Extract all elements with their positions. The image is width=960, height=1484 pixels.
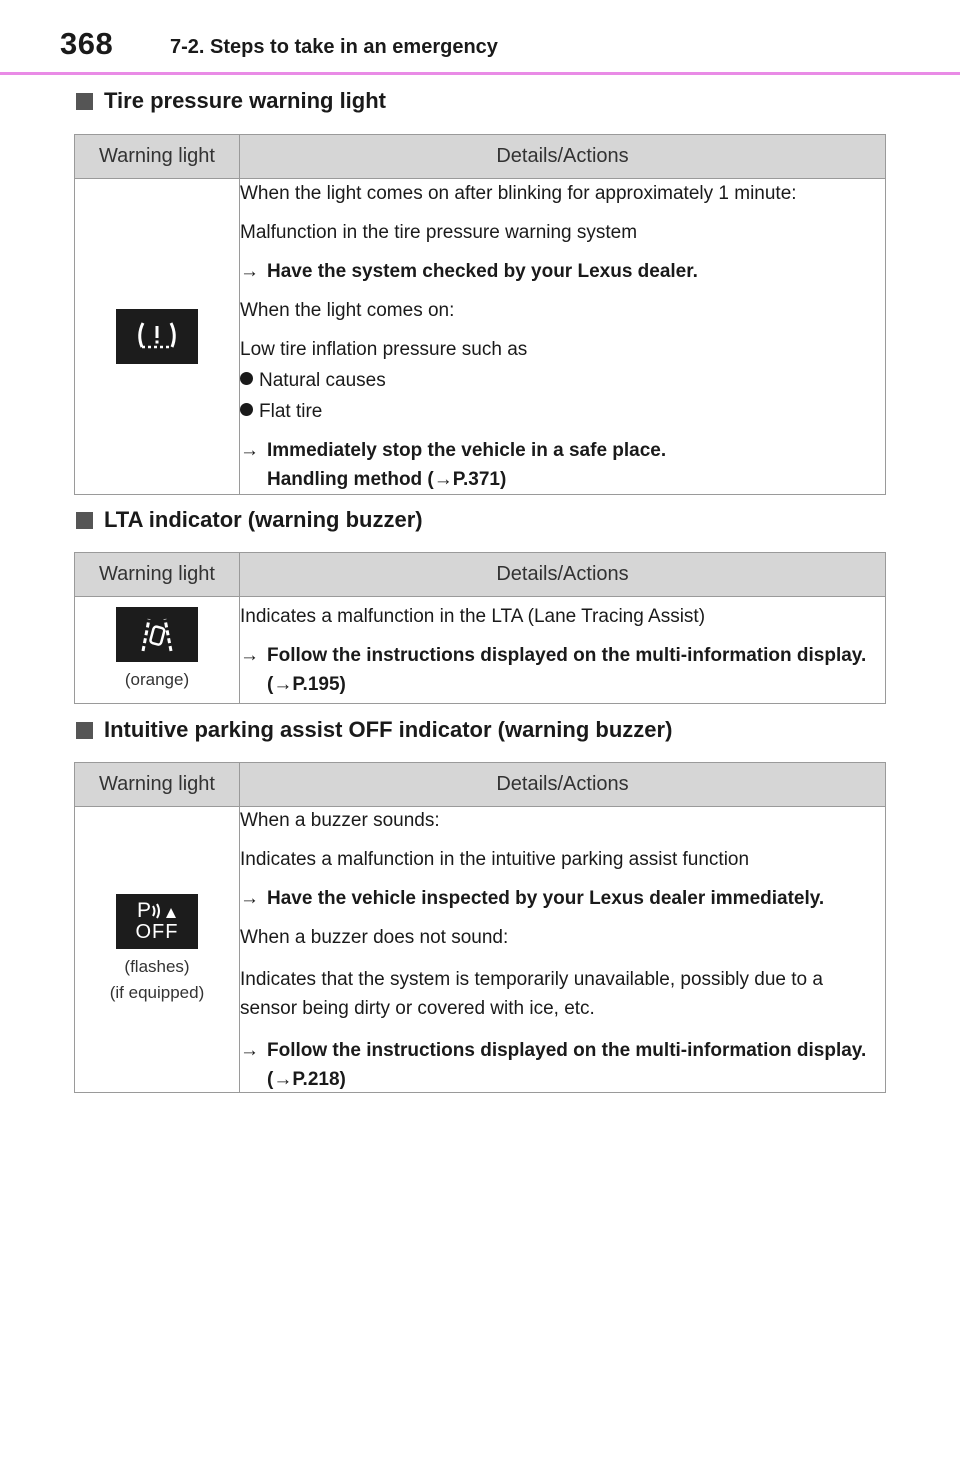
column-header-details: Details/Actions	[240, 553, 886, 597]
column-header-warning-light: Warning light	[75, 135, 240, 179]
details-lta: Indicates a malfunction in the LTA (Lane Tracing Assist) → Follow the instructions displayed on the multi-information display. (→P.195)	[240, 597, 886, 704]
icon-note: (if equipped)	[109, 982, 205, 1002]
arrow-icon: →	[240, 644, 259, 666]
section-square-icon	[76, 722, 93, 739]
header-rule	[0, 72, 960, 75]
arrow-icon: →	[240, 887, 259, 909]
arrow-icon: →	[273, 673, 293, 695]
page-header	[0, 0, 960, 76]
parking-assist-off-icon: P OFF	[116, 894, 198, 949]
page-reference-link[interactable]: P.371)	[452, 469, 507, 490]
section-square-icon	[76, 512, 93, 529]
icon-note: (orange)	[124, 670, 190, 689]
tire-pressure-warning-icon	[116, 309, 198, 364]
section-title-lta: LTA indicator (warning buzzer)	[76, 507, 423, 533]
arrow-icon: →	[240, 261, 259, 282]
details-tire-pressure: When the light comes on after blinking for approximately 1 minute: Malfunction in the tire pressure warning system → Have the system checked by your Lexus dealer. When the light comes on: Low tire inflation pressure such as Natural causes Flat tire → Immediately stop the vehicle in a safe place. Handling method (→P.371)	[240, 179, 886, 495]
arrow-icon: →	[433, 469, 453, 490]
column-header-warning-light: Warning light	[75, 763, 240, 807]
table-parking-assist	[74, 762, 886, 1093]
list-item: Natural causes	[240, 369, 885, 392]
lta-indicator-icon	[116, 607, 198, 662]
sonar-waves-icon	[151, 902, 177, 920]
section-square-icon	[76, 93, 93, 110]
column-header-details: Details/Actions	[240, 135, 886, 179]
arrow-icon: →	[273, 1068, 293, 1090]
page-reference-link[interactable]: P.218)	[292, 1068, 346, 1090]
details-parking-assist: When a buzzer sounds: Indicates a malfunction in the intuitive parking assist function → Have the vehicle inspected by your Lexus dealer immediately. When a buzzer does not sound: Indicates that the system is temporarily unavailable, possibly due to a sensor being dirty or covered with ice, etc. → Follow the instructions displayed on the multi-information display. (→P.218)	[240, 807, 886, 1093]
section-title-tire-pressure: Tire pressure warning light	[76, 88, 386, 114]
column-header-details: Details/Actions	[240, 763, 886, 807]
arrow-icon: →	[240, 1039, 259, 1061]
arrow-icon: →	[240, 440, 259, 461]
column-header-warning-light: Warning light	[75, 553, 240, 597]
table-tire-pressure	[74, 134, 886, 495]
table-lta	[74, 552, 886, 704]
section-title-parking-assist: Intuitive parking assist OFF indicator (warning buzzer)	[76, 717, 672, 743]
bullet-icon	[240, 403, 253, 416]
bullet-icon	[240, 372, 253, 385]
icon-note: (flashes)	[124, 956, 190, 976]
list-item: Flat tire	[240, 400, 885, 423]
page-reference-link[interactable]: P.195)	[292, 673, 346, 695]
page-number: 368	[60, 26, 114, 61]
chapter-title: 7-2. Steps to take in an emergency	[170, 36, 498, 58]
